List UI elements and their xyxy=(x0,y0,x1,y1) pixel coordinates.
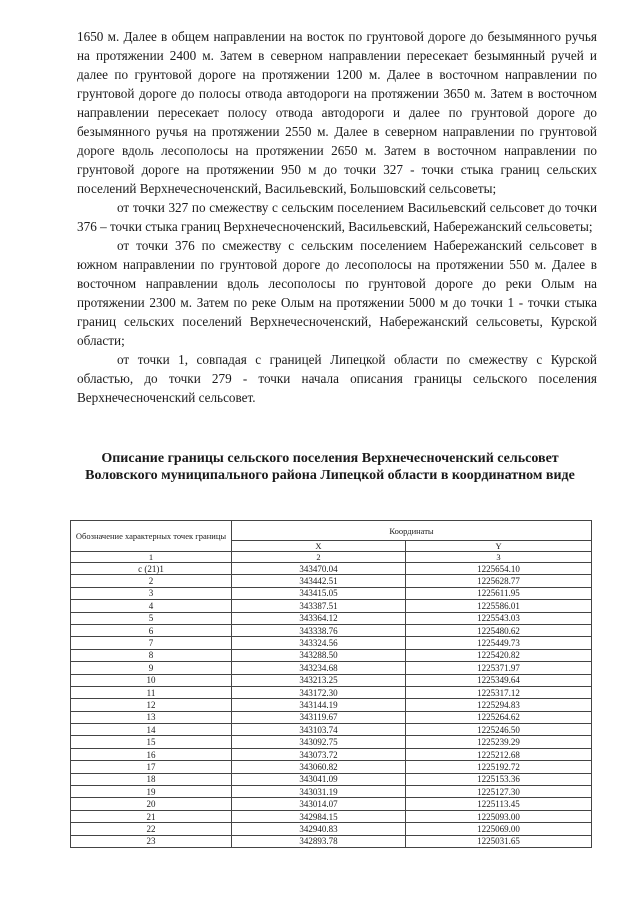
y-cell: 1225294.83 xyxy=(406,699,592,711)
point-cell: с (21)1 xyxy=(71,563,232,575)
x-cell: 342940.83 xyxy=(232,823,406,835)
point-cell: 12 xyxy=(71,699,232,711)
y-cell: 1225543.03 xyxy=(406,612,592,624)
table-row xyxy=(71,711,592,723)
y-cell: 1225586.01 xyxy=(406,600,592,612)
x-cell: 342893.78 xyxy=(232,835,406,847)
point-cell: 15 xyxy=(71,736,232,748)
point-cell: 5 xyxy=(71,612,232,624)
point-cell: 14 xyxy=(71,724,232,736)
x-cell: 343172.30 xyxy=(232,686,406,698)
body-text xyxy=(77,27,597,407)
table-row xyxy=(71,810,592,822)
table-row xyxy=(71,575,592,587)
table-row xyxy=(71,587,592,599)
point-cell: 10 xyxy=(71,674,232,686)
x-cell: 343288.50 xyxy=(232,649,406,661)
table-row xyxy=(71,624,592,636)
y-cell: 1225611.95 xyxy=(406,587,592,599)
x-cell: 343364.12 xyxy=(232,612,406,624)
table-row xyxy=(71,649,592,661)
table-row xyxy=(71,637,592,649)
point-cell: 18 xyxy=(71,773,232,785)
y-cell: 1225449.73 xyxy=(406,637,592,649)
point-cell: 4 xyxy=(71,600,232,612)
y-cell: 1225349.64 xyxy=(406,674,592,686)
y-cell: 1225192.72 xyxy=(406,761,592,773)
point-cell: 22 xyxy=(71,823,232,835)
table-row xyxy=(71,761,592,773)
y-cell: 1225420.82 xyxy=(406,649,592,661)
x-cell: 343073.72 xyxy=(232,748,406,760)
table-row xyxy=(71,600,592,612)
point-cell: 23 xyxy=(71,835,232,847)
x-cell: 343041.09 xyxy=(232,773,406,785)
paragraph: от точки 327 по смежеству с сельским поселением Васильевский сельсовет до точки 376 – точки стыка границ Верхнечесноченский, Васильевский, Набережанский сельсоветы; xyxy=(77,200,597,234)
point-cell: 7 xyxy=(71,637,232,649)
column-number: 3 xyxy=(406,552,592,563)
paragraph: от точки 376 по смежеству с сельским поселением Набережанский сельсовет в южном направлении по грунтовой дороге до лесополосы на протяжении 550 м. Далее в восточном направлении вдоль лесополосы по грунтовой дороге до реки Олым на протяжении 2300 м. Затем по реке Олым на протяжении 5000 м до точки 1 - точки стыка границ сельских поселений Верхнечесноченский, Набережанский сельсоветы, Курской области; xyxy=(77,238,597,348)
table-row xyxy=(71,798,592,810)
point-cell: 9 xyxy=(71,662,232,674)
header-y: Y xyxy=(406,541,592,552)
x-cell: 343213.25 xyxy=(232,674,406,686)
x-cell: 342984.15 xyxy=(232,810,406,822)
table-row xyxy=(71,662,592,674)
point-cell: 11 xyxy=(71,686,232,698)
x-cell: 343060.82 xyxy=(232,761,406,773)
point-cell: 21 xyxy=(71,810,232,822)
point-cell: 20 xyxy=(71,798,232,810)
header-coordinates: Координаты xyxy=(232,521,592,541)
y-cell: 1225212.68 xyxy=(406,748,592,760)
paragraph: от точки 1, совпадая с границей Липецкой области по смежеству с Курской областью, до точки 279 - точки начала описания границы сельского поселения Верхнечесноченский сельсовет. xyxy=(77,352,597,405)
table-row xyxy=(71,835,592,847)
x-cell: 343415.05 xyxy=(232,587,406,599)
point-cell: 8 xyxy=(71,649,232,661)
point-cell: 2 xyxy=(71,575,232,587)
x-cell: 343144.19 xyxy=(232,699,406,711)
x-cell: 343014.07 xyxy=(232,798,406,810)
point-cell: 6 xyxy=(71,624,232,636)
x-cell: 343470.04 xyxy=(232,563,406,575)
table-row xyxy=(71,674,592,686)
x-cell: 343338.76 xyxy=(232,624,406,636)
y-cell: 1225093.00 xyxy=(406,810,592,822)
y-cell: 1225371.97 xyxy=(406,662,592,674)
y-cell: 1225069.00 xyxy=(406,823,592,835)
table-row xyxy=(71,748,592,760)
point-cell: 13 xyxy=(71,711,232,723)
x-cell: 343442.51 xyxy=(232,575,406,587)
table-row xyxy=(71,612,592,624)
table-row xyxy=(71,686,592,698)
x-cell: 343234.68 xyxy=(232,662,406,674)
y-cell: 1225153.36 xyxy=(406,773,592,785)
table-body xyxy=(71,563,592,848)
x-cell: 343387.51 xyxy=(232,600,406,612)
y-cell: 1225628.77 xyxy=(406,575,592,587)
x-cell: 343092.75 xyxy=(232,736,406,748)
header-x: X xyxy=(232,541,406,552)
table-row xyxy=(71,736,592,748)
header-point-designation: Обозначение характерных точек границы xyxy=(71,521,232,552)
y-cell: 1225113.45 xyxy=(406,798,592,810)
y-cell: 1225031.65 xyxy=(406,835,592,847)
y-cell: 1225264.62 xyxy=(406,711,592,723)
point-cell: 19 xyxy=(71,786,232,798)
y-cell: 1225317.12 xyxy=(406,686,592,698)
column-number: 2 xyxy=(232,552,406,563)
column-number: 1 xyxy=(71,552,232,563)
x-cell: 343031.19 xyxy=(232,786,406,798)
y-cell: 1225654.10 xyxy=(406,563,592,575)
table-row xyxy=(71,773,592,785)
table-row xyxy=(71,823,592,835)
y-cell: 1225480.62 xyxy=(406,624,592,636)
table-row xyxy=(71,699,592,711)
coordinates-table xyxy=(70,520,592,848)
x-cell: 343324.56 xyxy=(232,637,406,649)
table-row xyxy=(71,724,592,736)
paragraph: 1650 м. Далее в общем направлении на восток по грунтовой дороге до безымянного ручья на протяжении 2400 м. Затем в северном направлении пересекает безымянный ручей и далее по грунтовой дороге на протяжении 1200 м. Далее в восточном направлении по грунтовой дороге до полосы отвода автодороги на протяжении 3650 м. Затем в восточном направлении пересекает полосу отвода автодороги и далее по грунтовой дороге до безымянного ручья на протяжении 2550 м. Далее в северном направлении по грунтовой дороге вдоль лесополосы на протяжении 2650 м. Затем в восточном направлении по грунтовой дороге на протяжении 950 м до точки 327 - точки стыка границ сельских поселений Верхнечесноченский, Васильевский, Большовский сельсоветы; xyxy=(77,29,597,196)
coordinates-table-container xyxy=(70,520,591,848)
point-cell: 16 xyxy=(71,748,232,760)
x-cell: 343103.74 xyxy=(232,724,406,736)
x-cell: 343119.67 xyxy=(232,711,406,723)
y-cell: 1225127.30 xyxy=(406,786,592,798)
y-cell: 1225246.50 xyxy=(406,724,592,736)
table-row xyxy=(71,563,592,575)
point-cell: 17 xyxy=(71,761,232,773)
point-cell: 3 xyxy=(71,587,232,599)
section-heading: Описание границы сельского поселения Верхнечесноченский сельсовет Воловского муниципального района Липецкой области в координатном виде xyxy=(85,451,575,483)
table-row xyxy=(71,786,592,798)
y-cell: 1225239.29 xyxy=(406,736,592,748)
